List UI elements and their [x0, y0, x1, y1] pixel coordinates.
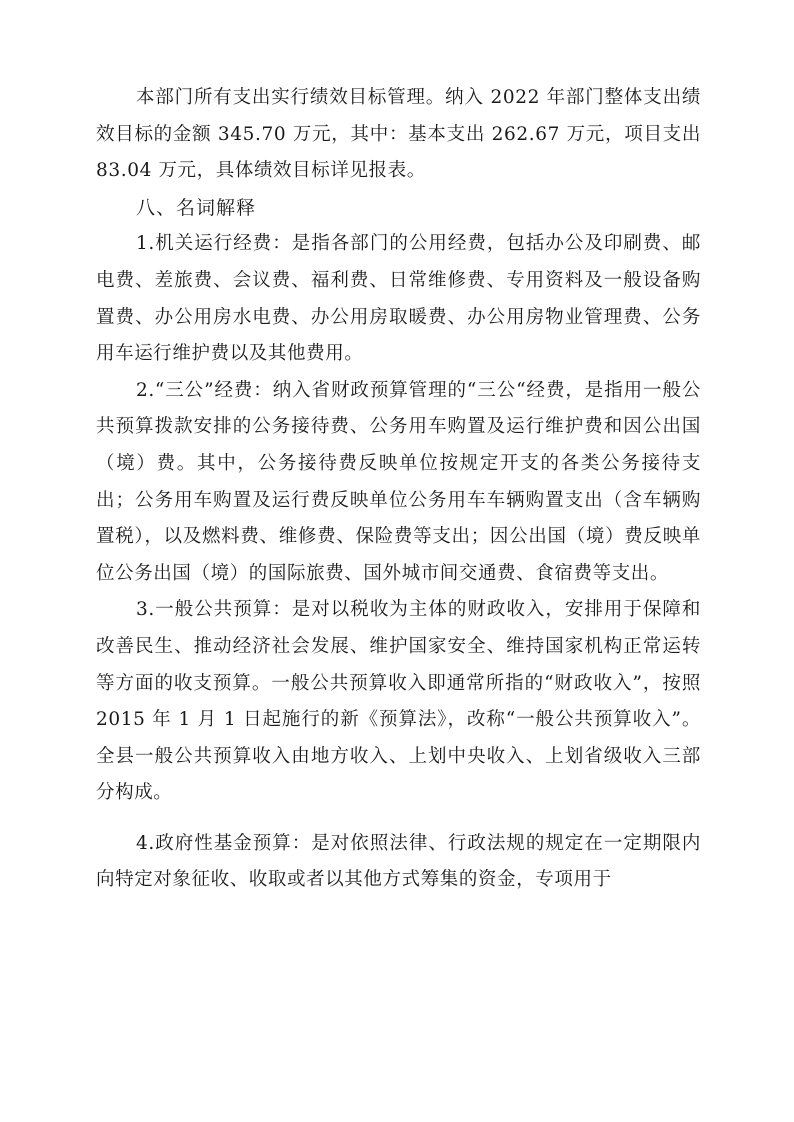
term-operating-expenses: 1.机关运行经费：是指各部门的公用经费，包括办公及印刷费、邮电费、差旅费、会议费、福利费、日常维修费、专用资料及一般设备购置费、办公用房水电费、办公用房取暖费、办公用房物业管理费、公务用车运行维护费以及其他费用。: [96, 233, 701, 365]
term-three-public-expenses: 2.“三公”经费：纳入省财政预算管理的“三公“经费，是指用一般公共预算拨款安排的公务接待费、公务用车购置及运行维护费和因公出国（境）费。其中，公务接待费反映单位按规定开支的各类公务接待支出；公务用车购置及运行费反映单位公务用车车辆购置支出（含车辆购置税），以及燃料费、维修费、保险费等支出；因公出国（境）费反映单位公务出国（境）的国际旅费、国外城市间交通费、食宿费等支出。: [96, 379, 701, 584]
paragraph-spacer: [96, 812, 701, 826]
term-general-public-budget: 3.一般公共预算：是对以税收为主体的财政收入，安排用于保障和改善民生、推动经济社会发展、维护国家安全、维持国家机构正常运转等方面的收支预算。一般公共预算收入即通常所指的“财政收入”，按照 2015 年 1 月 1 日起施行的新《预算法》，改称“一般公共预算收入”。全县一般公共预算收入由地方收入、上划中央收入、上划省级收入三部分构成。: [96, 599, 701, 804]
document-page: [96, 80, 701, 899]
section-heading-glossary: 八、名词解释: [136, 196, 257, 219]
term-government-fund-budget: 4.政府性基金预算：是对依照法律、行政法规的规定在一定期限内向特定对象征收、收取或者以其他方式筹集的资金，专项用于: [96, 832, 701, 891]
performance-target-paragraph: 本部门所有支出实行绩效目标管理。纳入 2022 年部门整体支出绩效目标的金额 345.70 万元，其中：基本支出 262.67 万元，项目支出 83.04 万元，具体绩效目标详见报表。: [96, 87, 701, 182]
